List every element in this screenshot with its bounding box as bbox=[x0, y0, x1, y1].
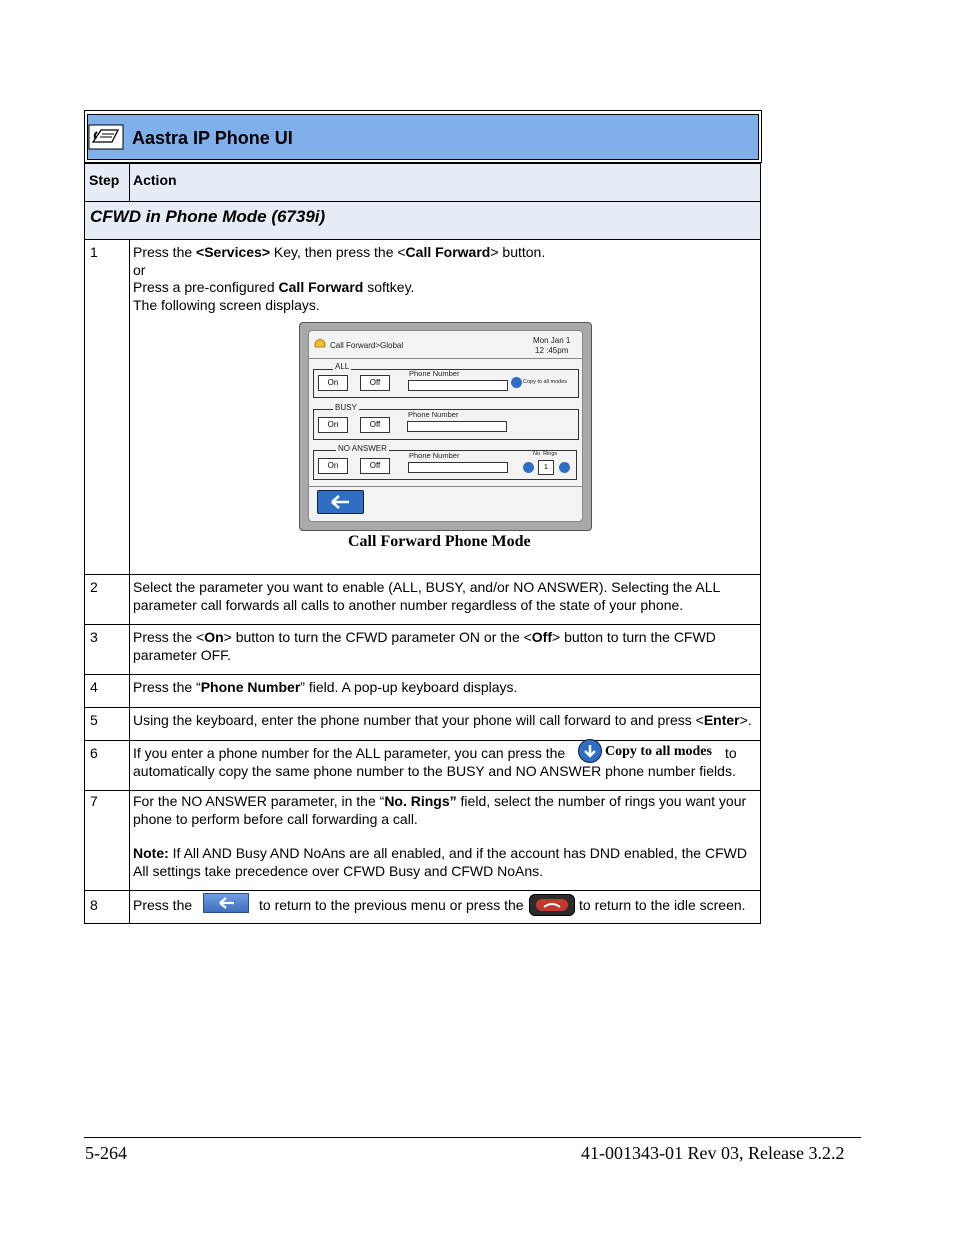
action-line: Press the <On> button to turn the CFWD parameter ON or the <Off> button to turn the CFWD bbox=[133, 629, 716, 645]
back-arrow-icon bbox=[203, 893, 249, 913]
step-number: 3 bbox=[90, 629, 98, 645]
no-answer-phone-number-field[interactable] bbox=[408, 462, 508, 473]
action-line: or bbox=[133, 261, 146, 278]
step-number: 2 bbox=[90, 579, 98, 595]
step-column-cell bbox=[85, 240, 130, 574]
step-number: 8 bbox=[90, 897, 98, 913]
action-line: to return to the idle screen. bbox=[579, 897, 746, 913]
table-row bbox=[84, 791, 761, 891]
column-step-label: Step bbox=[89, 172, 120, 188]
screen-caption: Call Forward Phone Mode bbox=[348, 533, 531, 550]
action-line: Press the bbox=[133, 897, 193, 913]
action-line: The following screen displays. bbox=[133, 296, 320, 313]
phone-icon bbox=[88, 124, 124, 150]
note-line: All settings take precedence over CFWD Busy and CFWD NoAns. bbox=[133, 862, 544, 879]
table-header-title: Aastra IP Phone UI bbox=[132, 128, 293, 148]
screen-breadcrumb: Call Forward>Global bbox=[330, 341, 404, 350]
action-line: For the NO ANSWER parameter, in the “No. Rings” field, select the number of rings you want your bbox=[133, 793, 747, 809]
rings-value: 1 bbox=[538, 460, 554, 475]
step-number: 1 bbox=[90, 244, 98, 260]
back-arrow-button[interactable] bbox=[317, 490, 364, 514]
column-header-row bbox=[84, 163, 761, 202]
table-row bbox=[84, 741, 761, 791]
step-number: 5 bbox=[90, 712, 98, 728]
table-row bbox=[84, 575, 761, 625]
action-line: Press the <Services> Key, then press the <Call Forward> button. bbox=[133, 244, 546, 260]
action-line: parameter OFF. bbox=[133, 646, 232, 663]
screen-divider bbox=[309, 486, 582, 487]
screen-time: 12 :45pm bbox=[535, 346, 569, 355]
all-off-button[interactable]: Off bbox=[360, 375, 390, 391]
all-phone-number-label: Phone Number bbox=[409, 369, 460, 378]
busy-phone-number-field[interactable] bbox=[407, 421, 507, 432]
page-number: 5-264 bbox=[85, 1143, 127, 1163]
action-line: Press a pre-configured Call Forward softkey. bbox=[133, 279, 415, 295]
section-title-row bbox=[84, 202, 761, 240]
column-action-label: Action bbox=[133, 172, 177, 188]
all-on-button[interactable]: On bbox=[318, 375, 348, 391]
goodbye-key-icon bbox=[529, 894, 575, 916]
call-forward-icon bbox=[313, 336, 327, 348]
action-line: If you enter a phone number for the ALL parameter, you can press the bbox=[133, 745, 566, 761]
no-rings-label: No. Rings bbox=[533, 451, 558, 457]
action-line: parameter call forwards all calls to another number regardless of the state of your phone. bbox=[133, 596, 684, 613]
copy-to-all-modes-label: Copy to all modes bbox=[605, 744, 712, 759]
copy-down-icon[interactable] bbox=[511, 377, 522, 388]
busy-group-label: BUSY bbox=[335, 403, 357, 412]
no-answer-off-button[interactable]: Off bbox=[360, 458, 390, 474]
no-answer-group-label: NO ANSWER bbox=[338, 444, 387, 453]
action-line: Select the parameter you want to enable (ALL, BUSY, and/or NO ANSWER). Selecting the ALL bbox=[133, 579, 721, 595]
action-line: phone to perform before call forwarding a call. bbox=[133, 811, 418, 827]
footer-rule bbox=[84, 1137, 861, 1138]
back-arrow-icon bbox=[318, 491, 363, 513]
document-id: 41-001343-01 Rev 03, Release 3.2.2 bbox=[581, 1143, 845, 1163]
table-row bbox=[84, 708, 761, 741]
step-number: 4 bbox=[90, 679, 98, 695]
action-line: to return to the previous menu or press the bbox=[259, 897, 524, 913]
screen-date: Mon Jan 1 bbox=[533, 336, 571, 345]
rings-increase-icon[interactable] bbox=[559, 462, 570, 473]
note-line: Note: If All AND Busy AND NoAns are all enabled, and if the account has DND enabled, the CFWD bbox=[133, 845, 747, 861]
step-number: 7 bbox=[90, 793, 98, 809]
rings-decrease-icon[interactable] bbox=[523, 462, 534, 473]
table-row bbox=[84, 625, 761, 675]
table-row bbox=[84, 675, 761, 708]
busy-off-button[interactable]: Off bbox=[360, 417, 390, 433]
no-answer-on-button[interactable]: On bbox=[318, 458, 348, 474]
copy-to-all-modes-label: Copy to all modes bbox=[523, 379, 568, 385]
busy-on-button[interactable]: On bbox=[318, 417, 348, 433]
no-answer-phone-number-label: Phone Number bbox=[409, 451, 460, 460]
section-title: CFWD in Phone Mode (6739i) bbox=[90, 207, 326, 226]
all-group-label: ALL bbox=[335, 362, 350, 371]
action-line: Using the keyboard, enter the phone number that your phone will call forward to and press <Enter>. bbox=[133, 712, 752, 728]
action-line: Press the “Phone Number” field. A pop-up keyboard displays. bbox=[133, 679, 518, 695]
action-line: to bbox=[725, 745, 737, 761]
busy-phone-number-label: Phone Number bbox=[408, 410, 459, 419]
all-phone-number-field[interactable] bbox=[408, 380, 508, 391]
step-number: 6 bbox=[90, 745, 98, 761]
copy-down-icon bbox=[578, 739, 602, 763]
action-line: automatically copy the same phone number to the BUSY and NO ANSWER phone number fields. bbox=[133, 762, 736, 779]
table-row bbox=[84, 891, 761, 924]
